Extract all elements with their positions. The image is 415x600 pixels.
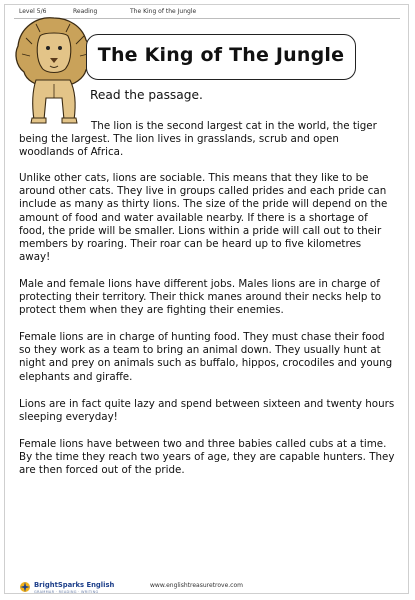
header-level: Level 5/6	[19, 8, 47, 15]
page-title: The King of The Jungle	[97, 44, 345, 66]
footer-url[interactable]: www.englishtreasuretrove.com	[150, 582, 243, 589]
instruction-text: Read the passage.	[90, 88, 203, 102]
header-topic: The King of the Jungle	[130, 8, 197, 15]
paragraph: The lion is the second largest cat in the world, the tiger being the largest. The lion lives in grasslands, scrub and open woodlands of Africa.	[19, 120, 377, 159]
spark-icon	[19, 581, 31, 593]
paragraph: Female lions are in charge of hunting food. They must chase their food so they work as a team to bring an animal down. They usually hunt at night and prey on animals such as buffalo, hippos, crocodiles and young elephants and giraffe.	[19, 331, 393, 383]
title-box	[86, 34, 356, 80]
header-subject: Reading	[73, 8, 98, 15]
paragraph: Female lions have between two and three babies called cubs at a time. By the time they reach two years of age, they are capable hunters. They are then forced out of the pride.	[19, 437, 395, 476]
brand-name: BrightSparks English	[34, 581, 115, 589]
paragraph: Male and female lions have different jobs. Males lions are in charge of protecting their territory. Their thick manes around their necks help to protect them when they are fighting their enemies.	[19, 277, 382, 317]
paragraph: Unlike other cats, lions are sociable. This means that they like to be around other cats. They live in groups called prides and each pride can include as many as thirty lions. The size of the pride will depend on the amount of food and water available nearby. If there is a shortage of food, the pride will be smaller. Lions within a pride will call out to their members by roaring. Their roar can be heard up to five kilometres away!	[19, 172, 388, 263]
brand-tagline: GRAMMAR · READING · WRITING	[34, 590, 99, 594]
passage-body	[19, 120, 395, 491]
paragraph: Lions are in fact quite lazy and spend between sixteen and twenty hours sleeping everyday!	[19, 397, 395, 423]
page-footer	[0, 576, 415, 600]
